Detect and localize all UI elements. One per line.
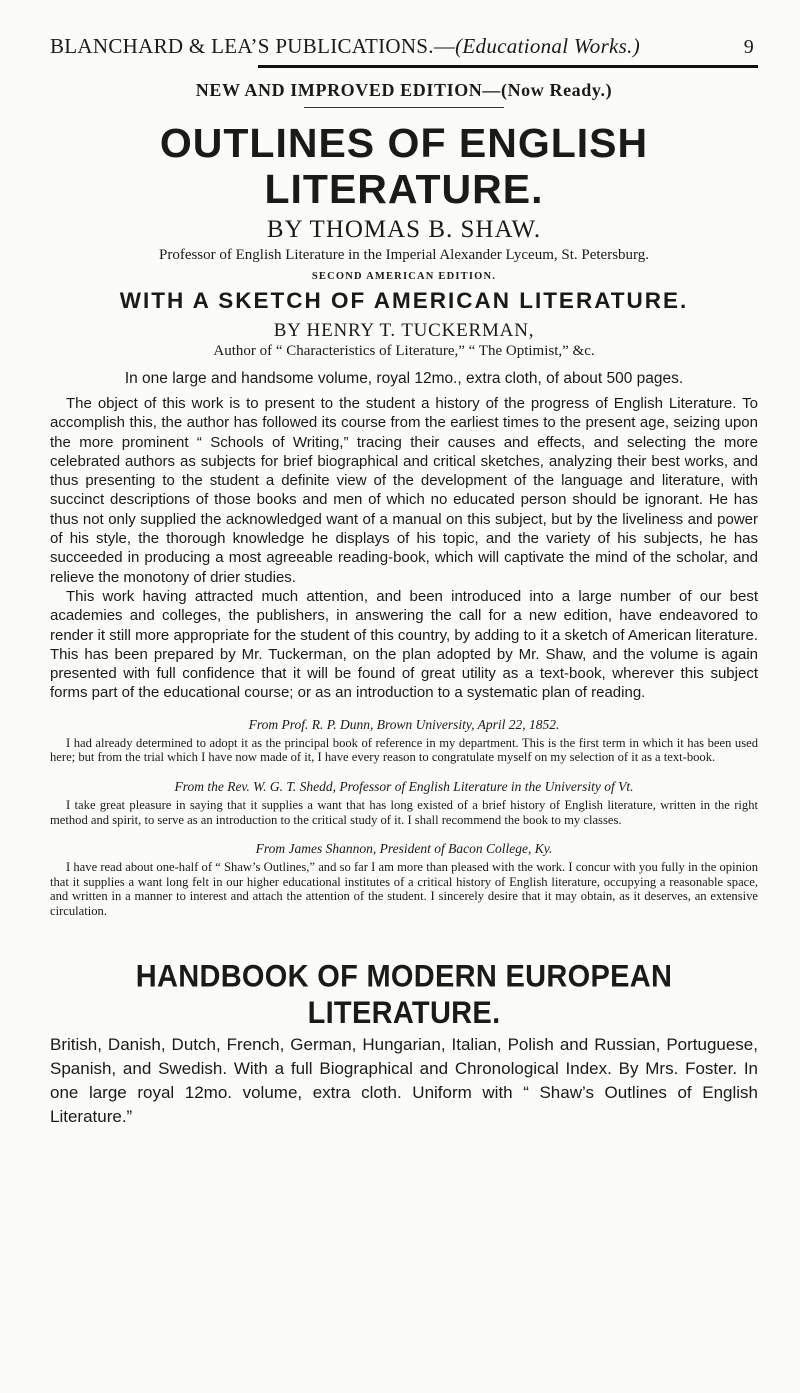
header-rule	[258, 65, 758, 68]
description	[50, 394, 758, 703]
testimonial	[50, 717, 758, 765]
publisher-name: BLANCHARD & LEA’S PUBLICATIONS.—	[50, 34, 456, 58]
second-book-title: HANDBOOK OF MODERN EUROPEAN LITERATURE.	[135, 958, 673, 1031]
description-paragraph: This work having attracted much attention, and been introduced into a large number of our best academies and colleges, the publishers, in answering the call for a new edition, have endeavored to render it still more appropriate for the student of this country, by adding to it a sketch of American literature. This has been prepared by Mr. Tuckerman, on the plan adopted by Mr. Shaw, and the volume is again presented with full confidence that it will be found of great utility as a text-book, wherever this subject forms part of the educational course; or as an introduction to a systematic plan of reading.	[50, 587, 758, 702]
second-author-byline: BY HENRY T. TUCKERMAN,	[273, 320, 535, 341]
book-subtitle: WITH A SKETCH OF AMERICAN LITERATURE.	[119, 288, 689, 313]
testimonial-source: From the Rev. W. G. T. Shedd, Professor of English Literature in the University of Vt.	[174, 778, 634, 794]
testimonial-quote: I take great pleasure in saying that it supplies a want that has long existed of a brief history of English literature, written in the right method and spirit, to serve as an introduction to the critical study of it. I shall recommend the book to my classes.	[50, 797, 758, 827]
second-book-description: British, Danish, Dutch, French, German, Hungarian, Italian, Polish and Russian, Portuguese, Spanish, and Swedish. With a full Biographical and Chronological Index. By Mrs. Foster. In one large royal 12mo. volume, extra cloth. Uniform with “ Shaw’s Outlines of English Literature.”	[50, 1034, 758, 1126]
author-byline: BY THOMAS B. SHAW.	[266, 216, 542, 243]
edition-rule	[304, 107, 504, 108]
author-affiliation: Professor of English Literature in the Imperial Alexander Lyceum, St. Petersburg.	[158, 247, 650, 263]
testimonial-quote: I had already determined to adopt it as the principal book of reference in my department. This is the first term in which it has been used here; but from the trial which I have now made of it, I have every reason to congratulate myself on my selection of it as a text-book.	[50, 735, 758, 765]
testimonial	[50, 841, 758, 918]
page-number: 9	[743, 36, 754, 58]
second-author-note: Author of “ Characteristics of Literature,” “ The Optimist,” &c.	[213, 343, 595, 359]
testimonial-source: From Prof. R. P. Dunn, Brown University, April 22, 1852.	[248, 716, 560, 732]
running-head	[50, 34, 758, 60]
book-format: In one large and handsome volume, royal 12mo., extra cloth, of about 500 pages.	[124, 370, 684, 387]
description-paragraph: The object of this work is to present to the student a history of the progress of English Literature. To accomplish this, the author has followed its course from the earliest times to the present age, seizing upon the more prominent “ Schools of Writing,” tracing their causes and effects, and selecting the more celebrated authors as subjects for brief biographical and critical sketches, analyzing their best works, and thus presenting to the student a definite view of the development of the language and literature, with succinct descriptions of those books and men of which no educated person should be ignorant. He has thus not only supplied the acknowledged want of a manual on this subject, but by the liveliness and power of his style, the thorough knowledge he displays of his topic, and the variety of his subjects, he has succeeded in producing a most agreeable reading-book, which will captivate the mind of the scholar, and relieve the monotony of drier studies.	[50, 395, 758, 586]
testimonials	[50, 717, 758, 919]
section-name: (Educational Works.)	[455, 34, 640, 58]
testimonial-quote: I have read about one-half of “ Shaw’s Outlines,” and so far I am more than pleased with the work. I concur with you fully in the opinion that it supplies a want long felt in our higher educational institutes of a critical history of English literature, occupying a reasonable space, and written in a manner to interest and attach the attention of the student. I sincerely desire that it may obtain, as it deserves, an extensive circulation.	[50, 860, 758, 918]
edition-note: NEW AND IMPROVED EDITION—(Now Ready.)	[195, 80, 613, 100]
testimonial	[50, 779, 758, 827]
book-advertisement-page	[0, 34, 800, 1393]
running-head-title	[50, 34, 640, 59]
edition-label: SECOND AMERICAN EDITION.	[311, 271, 497, 282]
testimonial-source: From James Shannon, President of Bacon College, Ky.	[255, 841, 553, 857]
book-title: OUTLINES OF ENGLISH LITERATURE.	[159, 120, 649, 212]
